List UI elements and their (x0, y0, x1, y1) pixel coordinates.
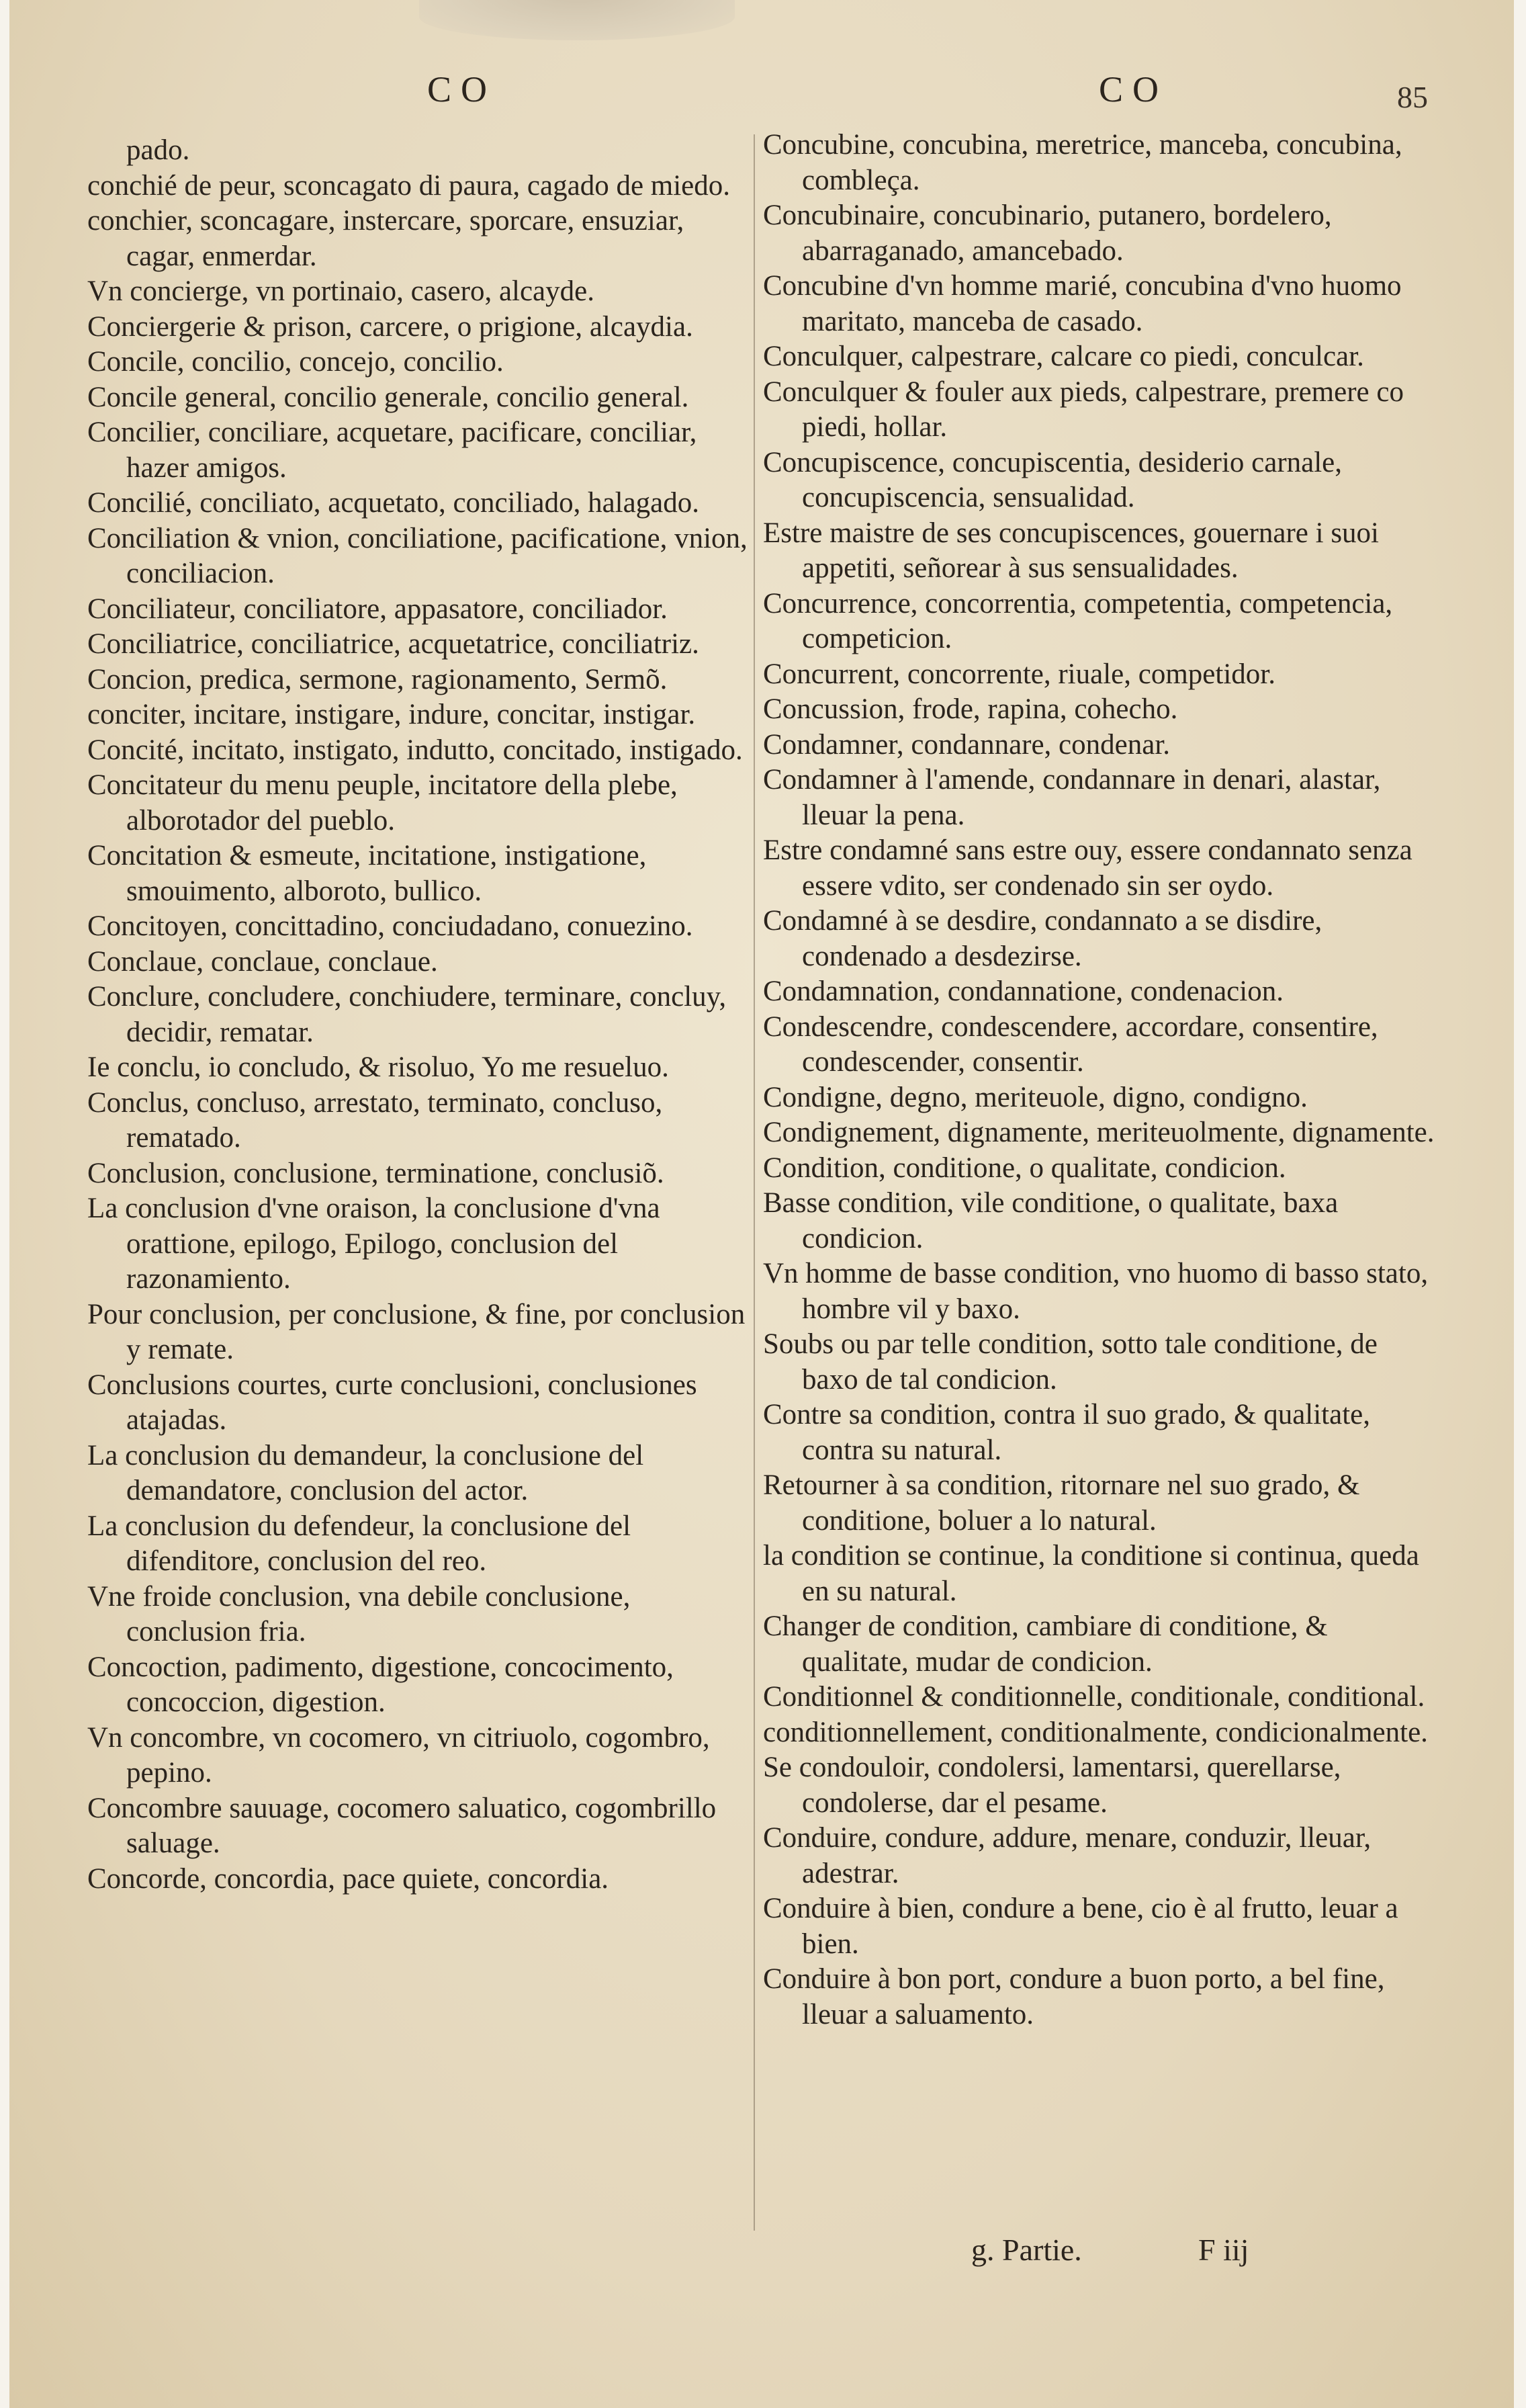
dictionary-entry: Conculquer & fouler aux pieds, calpestrare, premere co piedi, hollar. (763, 376, 1404, 443)
dictionary-entry: Vn concierge, vn portinaio, casero, alcayde. (87, 275, 594, 307)
dictionary-entry: Concion, predica, sermone, ragionamento, Sermõ. (87, 663, 668, 695)
dictionary-entry: Basse condition, vile conditione, o qualitate, baxa condicion. (763, 1187, 1339, 1254)
column-rule (754, 134, 755, 2231)
dictionary-entry: Conclusion, conclusione, terminatione, conclusiõ. (87, 1157, 664, 1189)
dictionary-entry: conditionnellement, conditionalmente, condicionalmente. (763, 1716, 1428, 1748)
dictionary-entry: Ie conclu, io concludo, & risoluo, Yo me resueluo. (87, 1051, 669, 1083)
dictionary-entry: Concitation & esmeute, incitatione, instigatione, smouimento, alboroto, bullico. (87, 840, 647, 907)
dictionary-entry: Condamner à l'amende, condannare in denari, alastar, lleuar la pena. (763, 764, 1381, 831)
dictionary-entry: Concubine d'vn homme marié, concubina d'vno huomo maritato, manceba de casado. (763, 270, 1402, 337)
dictionary-entry: conchié de peur, sconcagato di paura, cagado de miedo. (87, 169, 731, 202)
dictionary-entry: Conciliation & vnion, conciliatione, pacificatione, vnion, conciliacion. (87, 522, 748, 589)
running-head-right: CO (1099, 69, 1169, 110)
book-page (9, 0, 1514, 2408)
dictionary-entry: Concitoyen, concittadino, conciudadano, conuezino. (87, 910, 693, 942)
page-stain (419, 0, 735, 40)
dictionary-entry: Conciliateur, conciliatore, appasatore, conciliador. (87, 593, 668, 625)
dictionary-entry: Contre sa condition, contra il suo grado, & qualitate, contra su natural. (763, 1399, 1370, 1466)
dictionary-entry: Conduire à bon port, condure a buon porto, a bel fine, lleuar a saluamento. (763, 1963, 1385, 2030)
dictionary-entry: Conclaue, conclaue, conclaue. (87, 945, 438, 978)
dictionary-entry: Concubine, concubina, meretrice, manceba, concubina, combleça. (763, 129, 1402, 196)
dictionary-entry: Concombre sauuage, cocomero saluatico, cogombrillo saluage. (87, 1792, 717, 1859)
dictionary-entry: la condition se continue, la conditione si continua, queda en su natural. (763, 1540, 1419, 1607)
dictionary-entry: conciter, incitare, instigare, indure, concitar, instigar. (87, 699, 696, 730)
dictionary-entry: Condigne, degno, meriteuole, digno, condigno. (763, 1081, 1308, 1113)
dictionary-entry: Conclure, concludere, conchiudere, terminare, concluy, decidir, rematar. (87, 981, 727, 1048)
dictionary-entry: Conclus, concluso, arrestato, terminato, concluso, rematado. (87, 1086, 663, 1154)
dictionary-entry: conchier, sconcagare, instercare, sporcare, ensuziar, cagar, enmerdar. (87, 205, 684, 272)
dictionary-entry: Pour conclusion, per conclusione, & fine, por conclusion y remate. (87, 1298, 746, 1365)
dictionary-entry: Vne froide conclusion, vna debile conclusione, conclusion fria. (87, 1580, 631, 1647)
dictionary-entry: Condamner, condannare, condenar. (763, 728, 1171, 761)
dictionary-entry: Condamné à se desdire, condannato a se disdire, condenado a desdezirse. (763, 905, 1322, 972)
dictionary-entry: Estre condamné sans estre ouy, essere condannato senza essere vdito, ser condenado sin ser oydo. (763, 834, 1412, 902)
dictionary-entry: La conclusion d'vne oraison, la conclusione d'vna orattione, epilogo, Epilogo, conclusion del razonamiento. (87, 1193, 660, 1295)
folio-mark: F iij (1198, 2233, 1249, 2267)
dictionary-entry: Vn homme de basse condition, vno huomo di basso stato, hombre vil y baxo. (763, 1258, 1429, 1325)
right-column (763, 128, 1435, 2032)
dictionary-entry: Concile general, concilio generale, concilio general. (87, 381, 689, 413)
dictionary-entry: Estre maistre de ses concupiscences, gouernare i suoi appetiti, señorear à sus sensualidades. (763, 517, 1380, 584)
dictionary-entry: Soubs ou par telle condition, sotto tale conditione, de baxo de tal condicion. (763, 1328, 1378, 1395)
running-head-left: CO (427, 69, 497, 110)
dictionary-entry: Condignement, dignamente, meriteuolmente, dignamente. (763, 1117, 1435, 1148)
dictionary-entry: Conduire à bien, condure a bene, cio è al frutto, leuar a bien. (763, 1893, 1398, 1960)
dictionary-entry: Condescendre, condescendere, accordare, consentire, condescender, consentir. (763, 1010, 1378, 1078)
signature-mark: g. Partie. (971, 2233, 1082, 2267)
dictionary-entry: Condamnation, condannatione, condenacion. (763, 976, 1284, 1007)
dictionary-entry: Concitateur du menu peuple, incitatore della plebe, alborotador del pueblo. (87, 769, 678, 836)
left-column (87, 133, 759, 1897)
dictionary-entry: Concile, concilio, concejo, concilio. (87, 346, 504, 378)
dictionary-entry: Conciliatrice, conciliatrice, acquetatrice, conciliatriz. (87, 628, 699, 660)
dictionary-entry: Concubinaire, concubinario, putanero, bordelero, abarraganado, amancebado. (763, 200, 1332, 267)
dictionary-entry: pado. (126, 134, 190, 166)
dictionary-entry: Concoction, padimento, digestione, concocimento, concoccion, digestion. (87, 1651, 674, 1718)
dictionary-entry: Conciergerie & prison, carcere, o prigione, alcaydia. (87, 310, 693, 343)
dictionary-entry: Changer de condition, cambiare di conditione, & qualitate, mudar de condicion. (763, 1610, 1328, 1678)
dictionary-entry: La conclusion du defendeur, la conclusione del difenditore, conclusion del reo. (87, 1510, 631, 1577)
dictionary-entry: La conclusion du demandeur, la conclusione del demandatore, conclusion del actor. (87, 1439, 644, 1506)
dictionary-entry: Conclusions courtes, curte conclusioni, conclusiones atajadas. (87, 1369, 697, 1436)
dictionary-entry: Concussion, frode, rapina, cohecho. (763, 693, 1178, 725)
dictionary-entry: Conculquer, calpestrare, calcare co piedi, conculcar. (763, 341, 1364, 372)
dictionary-entry: Conduire, condure, addure, menare, conduzir, lleuar, adestrar. (763, 1822, 1372, 1889)
page-number: 85 (1397, 80, 1428, 114)
dictionary-entry: Se condouloir, condolersi, lamentarsi, querellarse, condolerse, dar el pesame. (763, 1752, 1341, 1819)
dictionary-entry: Concurrence, concorrentia, competentia, competencia, competicion. (763, 587, 1393, 654)
dictionary-entry: Concité, incitato, instigato, indutto, concitado, instigado. (87, 734, 743, 766)
dictionary-entry: Concupiscence, concupiscentia, desiderio carnale, concupiscencia, sensualidad. (763, 446, 1343, 513)
dictionary-entry: Retourner à sa condition, ritornare nel suo grado, & conditione, boluer a lo natural. (763, 1469, 1360, 1537)
dictionary-entry: Concurrent, concorrente, riuale, competidor. (763, 658, 1275, 690)
dictionary-entry: Concorde, concordia, pace quiete, concordia. (87, 1862, 609, 1895)
dictionary-entry: Vn concombre, vn cocomero, vn citriuolo, cogombro, pepino. (87, 1721, 710, 1789)
dictionary-entry: Conditionnel & conditionnelle, conditionale, conditional. (763, 1681, 1425, 1713)
dictionary-entry: Concilier, conciliare, acquetare, pacificare, conciliar, hazer amigos. (87, 417, 697, 484)
dictionary-entry: Concilié, conciliato, acquetato, conciliado, halagado. (87, 487, 700, 519)
dictionary-entry: Condition, conditione, o qualitate, condicion. (763, 1152, 1286, 1184)
